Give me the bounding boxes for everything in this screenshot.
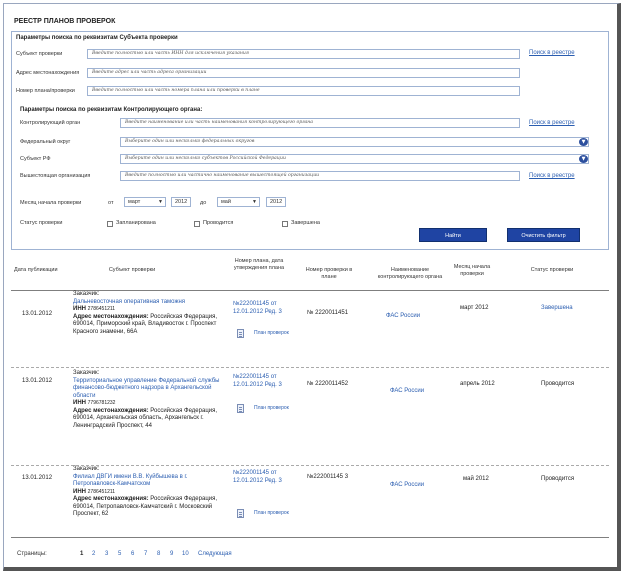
parent-org-label: Вышестоящая организация [20,173,91,179]
col-header-date: Дата публикации [14,267,58,273]
parent-org-input[interactable]: Введите полностью или частично наименование вышестоящей организации [120,171,520,181]
clear-filter-button[interactable]: Очистить фильтр [507,228,580,242]
row1-month: март 2012 [460,305,489,311]
row3-subject [73,466,223,519]
region-label: Субъект РФ [20,156,51,162]
month-from-label: от [108,200,114,206]
row3-customer-label: Заказчик: [73,466,100,472]
month-to-label: до [200,200,207,206]
status-completed-checkbox[interactable] [282,221,288,227]
row1-check-no: № 2220011451 [307,310,349,316]
region-placeholder: Выберите один или несколько субъектов Российской Федерации [125,156,286,161]
row-divider [11,367,609,368]
row3-authority-link[interactable]: ФАС России [390,482,425,488]
row1-date: 13.01.2012 [22,311,53,317]
page-link-6[interactable]: 6 [131,551,135,557]
chevron-down-icon[interactable]: ▼ [579,155,588,163]
row2-date: 13.01.2012 [22,378,53,384]
row2-customer-label: Заказчик: [73,370,100,376]
subject-label: Субъект проверки [16,51,63,57]
row2-plan-link[interactable]: №222001145 от 12.01.2012 Ред. 3 [233,374,282,388]
document-icon [237,509,244,518]
from-month-select[interactable] [124,197,166,207]
row2-check-no: № 2220011452 [307,381,349,387]
col-header-status: Статус проверки [530,267,574,273]
document-icon [237,404,244,413]
row1-status[interactable]: Завершена [541,305,573,311]
row2-address-label: Адрес местонахождения: [73,407,149,414]
region-select[interactable] [120,154,589,164]
page-current: 1 [80,551,84,557]
row2-inn: 7796781232 [87,400,116,406]
address-input[interactable]: Введите адрес или часть адреса организации [87,68,520,78]
next-page-link[interactable]: Следующая [198,551,232,557]
row3-address-label: Адрес местонахождения: [73,496,149,502]
col-header-subject: Субъект проверки [108,267,156,273]
subject-params-title: Параметры поиска по реквизитам Субъекта проверки [16,35,178,41]
row3-address: Российская Федерация, 690014, Петропавловск-Камчатский г. Московский Проспект, 62 [73,496,218,517]
subject-search-link[interactable]: Поиск в реестре [529,50,575,56]
row3-status: Проводится [541,476,575,482]
col-header-plan: Номер плана, дата утверждения плана [233,258,285,271]
page-link-10[interactable]: 10 [182,551,189,557]
status-planned-checkbox[interactable] [107,221,113,227]
from-month-value: март [128,199,141,205]
row1-inn-label: ИНН [73,306,86,312]
row1-plan-doc-link[interactable]: План проверок [254,330,289,336]
find-button[interactable]: Найти [419,228,487,242]
chevron-down-icon: ▼ [252,199,257,205]
col-header-check-no: Номер проверки в плане [305,267,353,280]
row3-inn-label: ИНН [73,488,86,495]
plan-number-input[interactable]: Введите полностью или часть номера плана или проверки в плане [87,86,520,96]
row3-check-no: №222001145 3 [307,474,349,480]
federal-district-label: Федеральный округ [20,139,71,145]
authority-input[interactable]: Введите наименование или часть наименования контролирующего органа [120,118,520,128]
row3-inn: 2786451211 [87,488,116,495]
to-month-value: май [221,199,231,205]
page-link-8[interactable]: 8 [157,551,161,557]
chevron-down-icon: ▼ [158,199,163,205]
row2-status: Проводится [541,381,575,387]
address-label: Адрес местонахождения [16,70,80,76]
from-year-input[interactable]: 2012 [171,197,191,207]
row1-address-label: Адрес местонахождения: [73,313,149,320]
row1-customer-label: Заказчик: [73,291,100,297]
table-bottom-divider [11,537,609,538]
page-link-3[interactable]: 3 [105,551,109,557]
row2-month: апрель 2012 [460,381,495,387]
row1-inn: 2786451211 [87,306,116,312]
page-link-2[interactable]: 2 [92,551,96,557]
row3-plan-link[interactable]: №222001145 от 12.01.2012 Ред. 3 [233,470,282,484]
row1-address: Российская Федерация, 690014, Приморский край, Владивосток г. Проспект Красного знамени, 66А [73,313,218,335]
authority-search-link[interactable]: Поиск в реестре [529,120,575,126]
status-planned-label: Запланирована [116,220,156,226]
page-title: РЕЕСТР ПЛАНОВ ПРОВЕРОК [14,18,116,25]
row2-plan-doc-link[interactable]: План проверок [254,405,289,411]
chevron-down-icon[interactable]: ▼ [579,138,588,146]
page-link-9[interactable]: 9 [170,551,174,557]
row1-subject [73,291,223,336]
subject-input[interactable]: Введите полностью или часть ИНН для исключения указания [87,49,520,59]
row3-customer-link[interactable]: Филиал ДВГИ имени В.В. Куйбышева в г. Петропавловск-Камчатском [73,473,188,487]
row3-month: май 2012 [463,476,489,482]
page-link-5[interactable]: 5 [118,551,122,557]
month-filter-label: Месяц начала проверки [20,200,82,206]
row1-authority-link[interactable]: ФАС России [386,313,421,319]
status-filter-label: Статус проверки [20,220,63,226]
pagination-label: Страницы: [17,551,47,557]
row2-address: Российская Федерация, 690014, Архангельская область, Архангельск г. Ленинградский Проспект, 44 [73,407,218,429]
status-inprogress-checkbox[interactable] [194,221,200,227]
row2-customer-link[interactable]: Территориальное управление Федеральной службы финансово-бюджетного надзора в Архангельской области [73,377,220,399]
to-month-select[interactable] [217,197,260,207]
parent-org-search-link[interactable]: Поиск в реестре [529,173,575,179]
col-header-authority: Наименование контролирующего органа [377,267,443,280]
document-icon [237,329,244,338]
control-params-title: Параметры поиска по реквизитам Контролирующего органа: [20,107,203,113]
row2-authority-link[interactable]: ФАС России [390,388,425,394]
federal-district-select[interactable] [120,137,589,147]
row2-subject [73,370,223,430]
col-header-month: Месяц начала проверки [453,264,491,277]
authority-label: Контролирующий орган [20,120,81,126]
plan-number-label: Номер плана/проверки [16,88,75,94]
row3-date: 13.01.2012 [22,475,53,481]
status-completed-label: Завершена [291,220,320,226]
row2-inn-label: ИНН [73,400,86,406]
status-inprogress-label: Проводится [203,220,234,226]
to-year-input[interactable]: 2012 [266,197,286,207]
row3-plan-doc-link[interactable]: План проверок [254,510,289,516]
row1-plan-link[interactable]: №222001145 от 12.01.2012 Ред. 3 [233,301,282,315]
page-link-7[interactable]: 7 [144,551,148,557]
federal-district-placeholder: Выберите один или несколько федеральных округов [125,139,255,144]
row1-customer-link[interactable]: Дальневосточная оперативная таможня [73,298,186,305]
